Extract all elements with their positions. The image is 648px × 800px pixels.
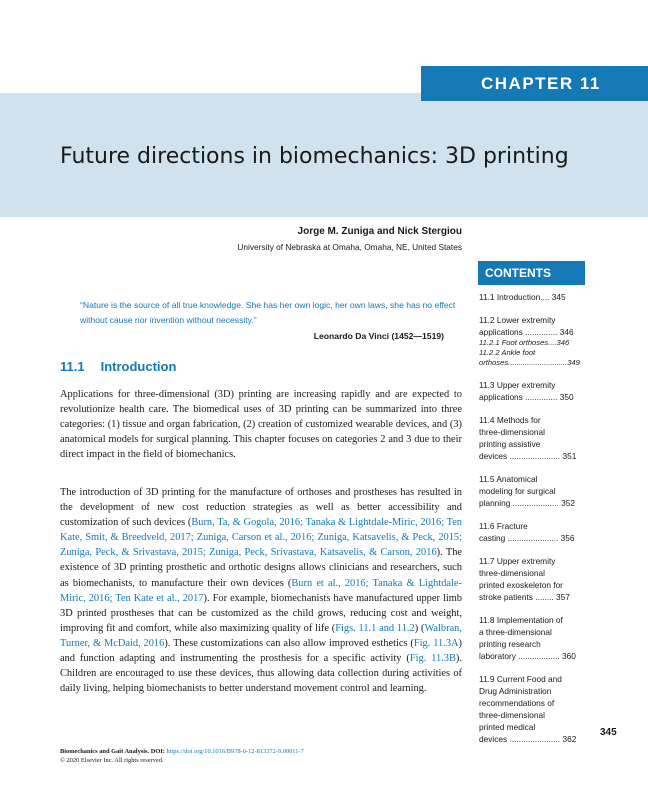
doi-link[interactable]: https://doi.org/10.1016/B978-0-12-813372-9.00011-7 [166, 748, 304, 755]
toc-page: 351 [562, 451, 577, 461]
toc-line: casting ...................... [479, 533, 559, 543]
text-run: ). For example, biomechanists have manufactured upper limb 3D printed prostheses that can be customized as the child grows, reducing cost and weight, improving fit and comfort, while also maximizing quality of life ( [60, 592, 463, 634]
toc-item[interactable] [479, 614, 585, 662]
figure-link[interactable]: Figs. 11.1 and 11.2 [335, 622, 415, 634]
toc-line: applications .............. [479, 392, 558, 402]
text-run: ). Children are encouraged to use these devices, thus allowing data collection during activities of daily living, helping biomechanists to better understand movement control and learning. [60, 653, 462, 695]
toc-subitem[interactable]: orthoses............................349 [479, 358, 580, 367]
text-run: ). The existence of 3D printing prosthetic and orthotic designs allows clinicians and researchers, such as biomechanists, to manufacture their own devices ( [60, 547, 463, 589]
toc-item[interactable] [479, 520, 585, 544]
chapter-title: Future directions in biomechanics: 3D printing [60, 144, 569, 169]
toc-line: devices ...................... [479, 451, 561, 461]
toc-page: 357 [556, 592, 570, 602]
toc-item[interactable] [479, 379, 585, 403]
toc-page: 362 [562, 734, 577, 744]
toc-line: 11.6 Fracture [479, 521, 528, 531]
authors: Jorge M. Zuniga and Nick Stergiou [297, 226, 462, 237]
citation-link[interactable]: Burn et al., 2016; Tanaka & Lightdale-Miric, 2016; Ten Kate et al., 2017 [60, 577, 462, 604]
figure-link[interactable]: Fig. 11.3A [413, 637, 459, 649]
page-number: 345 [600, 727, 617, 738]
footer [60, 747, 304, 765]
toc-line: printing assistive [479, 439, 541, 449]
citation-link[interactable]: Burn, Ta, & Gogola, 2016; Tanaka & Lightdale-Miric, 2016; Ten Kate, Smit, & Breedveld, 2017; Zuniga, Carson et al., 2016; Zuniga, Katsavelis, & Peck, 2015; Zuniga, Peck, & Srivastava, 2015; Zuniga, Peck, Srivastava, Katsavelis, & Carson, 2016 [60, 517, 462, 559]
toc-line: 11.3 Upper extremity [479, 380, 556, 390]
citation-link[interactable]: Walbran, Turner, & McDaid, 2016 [60, 622, 462, 649]
toc-item[interactable] [479, 673, 585, 745]
toc-line: three-dimensional [479, 427, 545, 437]
text-run: ) and function adapting and instrumenting the prosthesis for a specific activity ( [60, 637, 462, 665]
copyright: © 2020 Elsevier Inc. All rights reserved. [60, 757, 164, 764]
toc-page: 352 [561, 498, 575, 508]
toc-item[interactable] [479, 473, 585, 509]
toc-line: 11.7 Upper extremity [479, 556, 556, 566]
toc-item[interactable] [479, 555, 585, 603]
toc-line: printed medical [479, 722, 536, 732]
toc-line: three-dimensional [479, 568, 545, 578]
toc-line: modeling for surgical [479, 486, 556, 496]
toc-item[interactable] [479, 414, 585, 462]
toc-item[interactable] [479, 291, 585, 303]
toc-subitem[interactable]: 11.2.2 Ankle foot [479, 348, 536, 357]
epigraph-author: Leonardo Da Vinci (1452—1519) [313, 331, 444, 341]
book-citation: Biomechanics and Gait Analysis. DOI: [60, 748, 165, 755]
section-title: Introduction [100, 359, 177, 374]
toc-line: Drug Administration [479, 686, 552, 696]
section-number: 11.1 [60, 359, 85, 374]
toc-line: planning .................... [479, 498, 559, 508]
contents-list [479, 291, 585, 756]
toc-subitem[interactable]: 11.2.1 Foot orthoses....346 [479, 338, 570, 347]
toc-line: 11.1 Introduction.... [479, 292, 550, 302]
toc-line: a three-dimensional [479, 627, 552, 637]
toc-line: printing research [479, 639, 541, 649]
toc-line: recommendations of [479, 698, 555, 708]
epigraph-quote: “Nature is the source of all true knowledge. She has her own logic, her own laws, she has no effect without cause nor invention without necessity.” [80, 300, 456, 325]
toc-line: printed exoskeleton for [479, 580, 563, 590]
section-heading [60, 359, 192, 374]
toc-line: 11.9 Current Food and [479, 674, 562, 684]
contents-label: CONTENTS [478, 261, 585, 285]
text-run: ). These customizations can also allow improved esthetics ( [164, 637, 414, 649]
toc-page: 360 [562, 651, 576, 661]
toc-page: 356 [560, 533, 575, 543]
toc-line: 11.8 Implementation of [479, 615, 563, 625]
text-run: The introduction of 3D printing for the manufacture of orthoses and prostheses has resulted in the development of new cost reduction strategies as well as better accessibility and customization of such devices ( [60, 487, 462, 529]
paragraph-intro: Applications for three-dimensional (3D) printing are increasing rapidly and are expected to revolutionize health care. The biomedical uses of 3D printing can be summarized into three categories: (1) tissue and organ fabrication, (2) creation of customized wearable devices, and (3) anatomical models for surgical planning. This chapter focuses on categories 2 and 3 due to their direct impact in the field of biomechanics. [60, 389, 462, 461]
affiliation: University of Nebraska at Omaha, Omaha, NE, United States [237, 242, 462, 252]
toc-item[interactable] [479, 314, 585, 368]
toc-line: stroke patients ........ [479, 592, 554, 602]
toc-page: 346 [559, 327, 574, 337]
toc-line: applications .............. [479, 327, 558, 337]
figure-link[interactable]: Fig. 11.3B [409, 653, 456, 665]
chapter-label: CHAPTER 11 [421, 66, 648, 101]
toc-line: 11.4 Methods for [479, 415, 541, 425]
toc-line: laboratory .................. [479, 651, 560, 661]
text-run: ) ( [414, 622, 425, 634]
toc-line: 11.5 Anatomical [479, 474, 538, 484]
paragraph-orthoses [60, 485, 462, 696]
toc-line: three-dimensional [479, 710, 545, 720]
toc-line: devices ...................... [479, 734, 561, 744]
toc-page: 350 [559, 392, 574, 402]
toc-page: 345 [551, 292, 566, 302]
toc-line: 11.2 Lower extremity [479, 315, 556, 325]
